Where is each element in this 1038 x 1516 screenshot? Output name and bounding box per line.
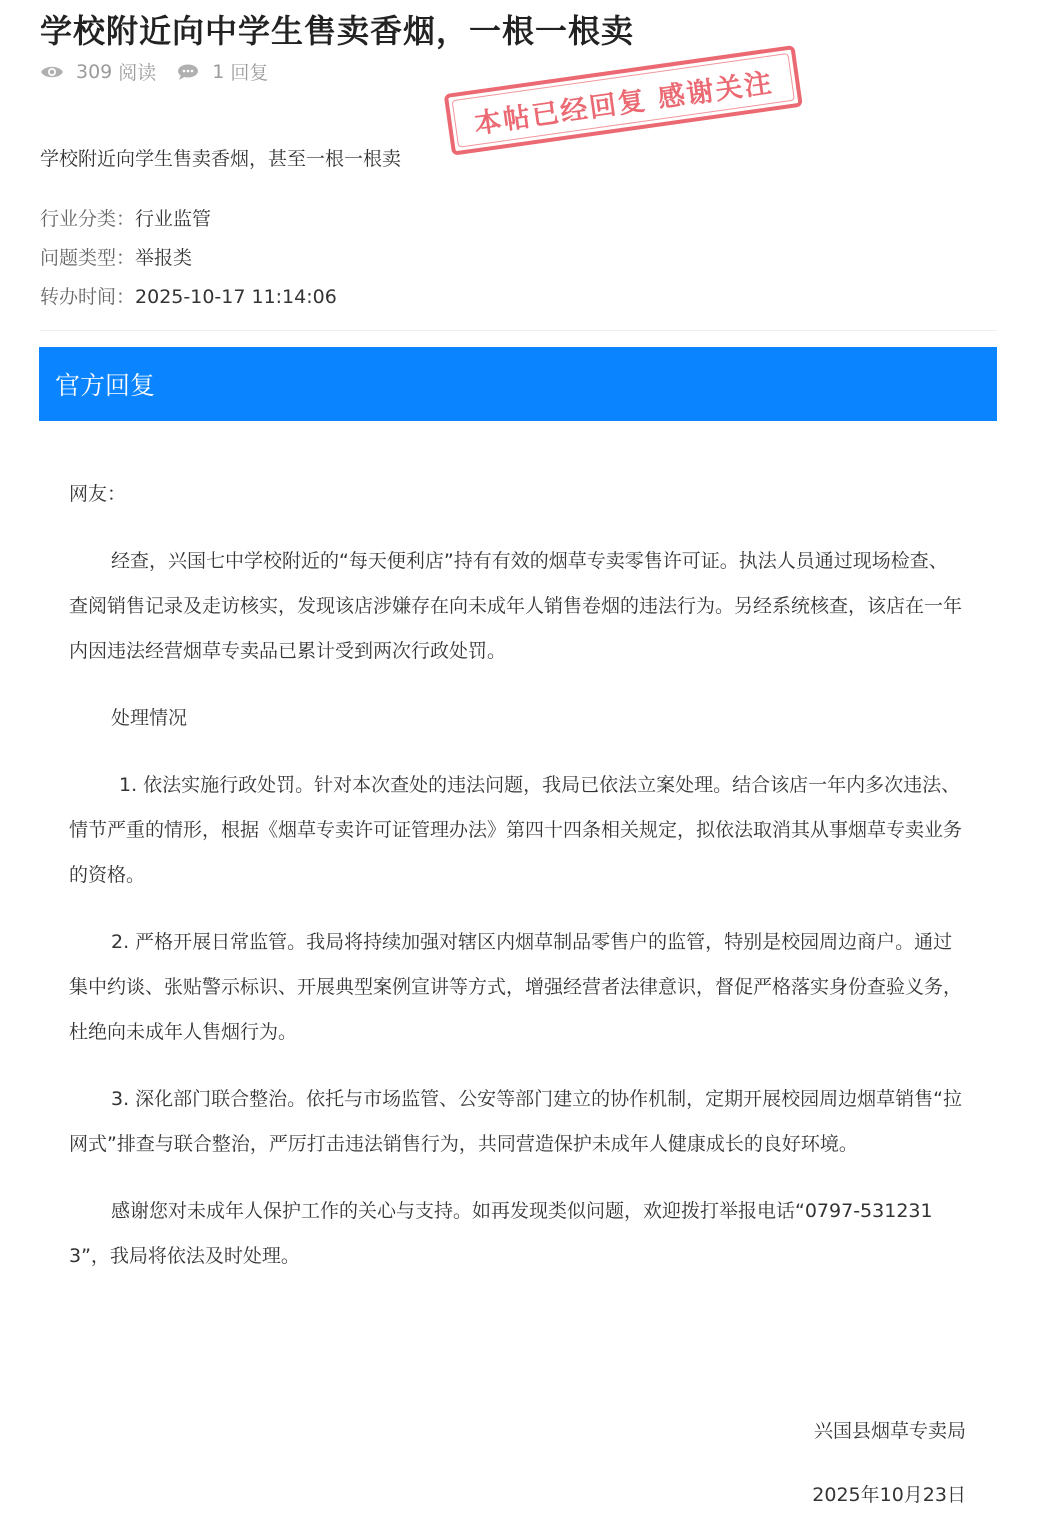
- replied-stamp: 本帖已经回复 感谢关注: [444, 45, 803, 156]
- meta-key: 问题类型：: [40, 247, 136, 269]
- official-reply-body: [69, 472, 965, 1301]
- post-stats: [40, 58, 288, 85]
- signature-org: 兴国县烟草专卖局: [813, 1420, 966, 1442]
- reply-paragraph: 感谢您对未成年人保护工作的关心与支持。如再发现类似问题，欢迎拨打举报电话“0797-5312313”，我局将依法及时处理。: [69, 1200, 933, 1267]
- post-meta: [40, 203, 337, 320]
- post-title: 学校附近向中学生售卖香烟，一根一根卖: [40, 12, 635, 50]
- views-count: 309: [76, 60, 113, 83]
- eye-icon: [40, 64, 64, 80]
- comment-icon: [176, 64, 200, 80]
- meta-value: 行业监管: [135, 208, 212, 230]
- meta-value: 2025-10-17 11:14:06: [135, 286, 337, 308]
- views-stat: [40, 58, 156, 85]
- meta-value: 举报类: [135, 247, 193, 269]
- views-label: 阅读: [118, 62, 157, 84]
- replies-count: 1: [212, 60, 225, 83]
- meta-key: 行业分类：: [40, 208, 136, 230]
- replies-stat: [176, 58, 268, 85]
- reply-greeting: 网友：: [69, 483, 127, 505]
- post-summary: 学校附近向学生售卖香烟，甚至一根一根卖: [40, 148, 402, 170]
- reply-paragraph: 经查，兴国七中学校附近的“每天便利店”持有有效的烟草专卖零售许可证。执法人员通过现场检查、查阅销售记录及走访核实，发现该店涉嫌存在向未成年人销售卷烟的违法行为。另经系统核查，该店在一年内因违法经营烟草专卖品已累计受到两次行政处罚。: [69, 550, 963, 662]
- reply-paragraph: 1. 依法实施行政处罚。针对本次查处的违法问题，我局已依法立案处理。结合该店一年内多次违法、情节严重的情形，根据《烟草专卖许可证管理办法》第四十四条相关规定，拟依法取消其从事烟草专卖业务的资格。: [69, 774, 963, 886]
- replies-label: 回复: [230, 62, 269, 84]
- signature-date: 2025年10月23日: [812, 1484, 966, 1506]
- meta-row-industry: [40, 203, 337, 242]
- meta-row-transfer-time: [40, 281, 337, 320]
- official-reply-header: 官方回复: [39, 347, 997, 421]
- section-divider: [40, 330, 997, 331]
- reply-paragraph: 3. 深化部门联合整治。依托与市场监管、公安等部门建立的协作机制，定期开展校园周边烟草销售“拉网式”排查与联合整治，严厉打击违法销售行为，共同营造保护未成年人健康成长的良好环境。: [69, 1088, 963, 1155]
- reply-section-heading: 处理情况: [111, 707, 188, 729]
- reply-paragraph: 2. 严格开展日常监管。我局将持续加强对辖区内烟草制品零售户的监管，特别是校园周边商户。通过集中约谈、张贴警示标识、开展典型案例宣讲等方式，增强经营者法律意识，督促严格落实身份查验义务，杜绝向未成年人售烟行为。: [69, 931, 963, 1043]
- meta-key: 转办时间：: [40, 286, 136, 308]
- meta-row-issue-type: [40, 242, 337, 281]
